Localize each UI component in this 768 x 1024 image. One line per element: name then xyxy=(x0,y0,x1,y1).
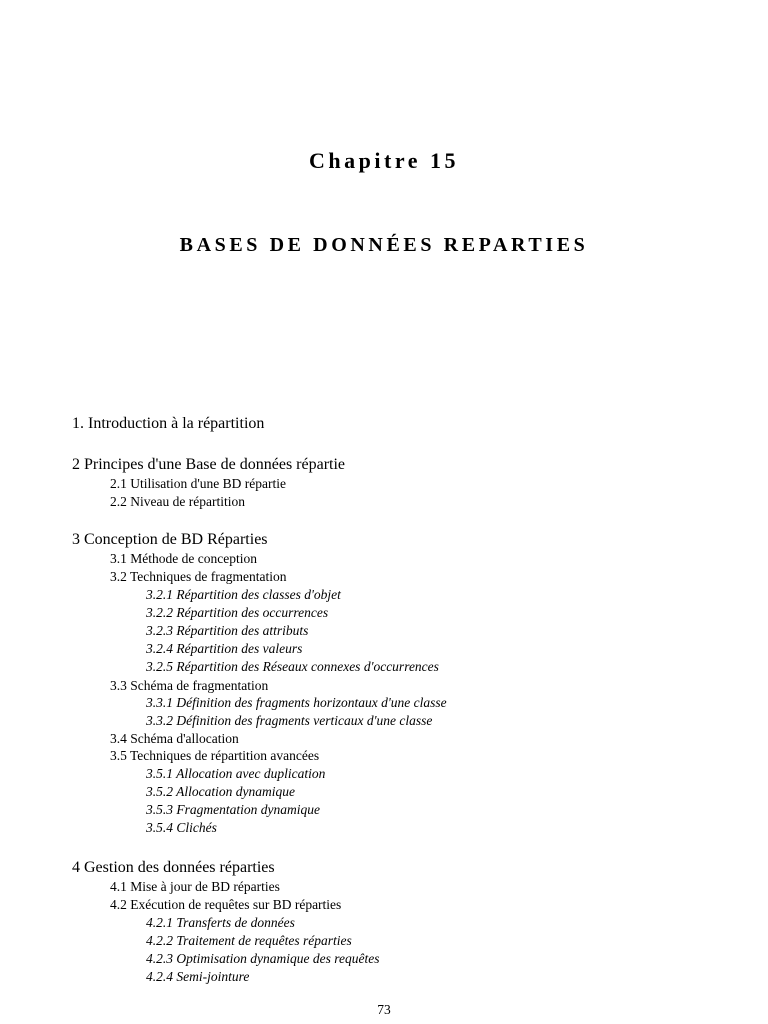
toc-item-3-5-1: 3.5.1 Allocation avec duplication xyxy=(146,766,326,781)
toc-subsection-2-1: 2.1 Utilisation d'une BD répartie xyxy=(110,476,287,491)
toc-item-3-5-3: 3.5.3 Fragmentation dynamique xyxy=(146,802,320,817)
toc-item-4-2-4: 4.2.4 Semi-jointure xyxy=(146,969,250,984)
toc-subsection-3-3: 3.3 Schéma de fragmentation xyxy=(110,678,269,693)
toc-section-2: 2 Principes d'une Base de données répartie xyxy=(72,456,346,473)
toc-item-3-3-2: 3.3.2 Définition des fragments verticaux d'une classe xyxy=(146,713,433,728)
toc-item-3-2-1: 3.2.1 Répartition des classes d'objet xyxy=(146,587,341,602)
toc-section-4: 4 Gestion des données réparties xyxy=(72,859,275,876)
toc-item-3-2-5: 3.2.5 Répartition des Réseaux connexes d'occurrences xyxy=(146,659,439,674)
toc-item-3-2-4: 3.2.4 Répartition des valeurs xyxy=(146,641,303,656)
toc-subsection-3-4: 3.4 Schéma d'allocation xyxy=(110,731,239,746)
toc-item-4-2-1: 4.2.1 Transferts de données xyxy=(146,915,295,930)
toc-item-3-3-1: 3.3.1 Définition des fragments horizontaux d'une classe xyxy=(146,695,447,710)
toc-subsection-3-1: 3.1 Méthode de conception xyxy=(110,551,257,566)
toc-section-1: 1. Introduction à la répartition xyxy=(72,415,265,432)
chapter-label: Chapitre 15 xyxy=(309,148,459,173)
page-number: 73 xyxy=(377,1002,391,1017)
toc-subsection-3-5: 3.5 Techniques de répartition avancées xyxy=(110,748,320,763)
toc-subsection-4-1: 4.1 Mise à jour de BD réparties xyxy=(110,879,280,894)
toc-section-3: 3 Conception de BD Réparties xyxy=(72,531,268,548)
toc-item-3-5-2: 3.5.2 Allocation dynamique xyxy=(146,784,295,799)
toc-subsection-4-2: 4.2 Exécution de requêtes sur BD réparties xyxy=(110,897,342,912)
toc-item-4-2-3: 4.2.3 Optimisation dynamique des requêtes xyxy=(146,951,380,966)
toc-subsection-2-2: 2.2 Niveau de répartition xyxy=(110,494,245,509)
chapter-title: BASES DE DONNÉES REPARTIES xyxy=(179,234,589,256)
toc-item-3-5-4: 3.5.4 Clichés xyxy=(146,820,217,835)
toc-item-3-2-2: 3.2.2 Répartition des occurrences xyxy=(146,605,329,620)
toc-item-4-2-2: 4.2.2 Traitement de requêtes réparties xyxy=(146,933,352,948)
toc-item-3-2-3: 3.2.3 Répartition des attributs xyxy=(146,623,309,638)
toc-subsection-3-2: 3.2 Techniques de fragmentation xyxy=(110,569,287,584)
